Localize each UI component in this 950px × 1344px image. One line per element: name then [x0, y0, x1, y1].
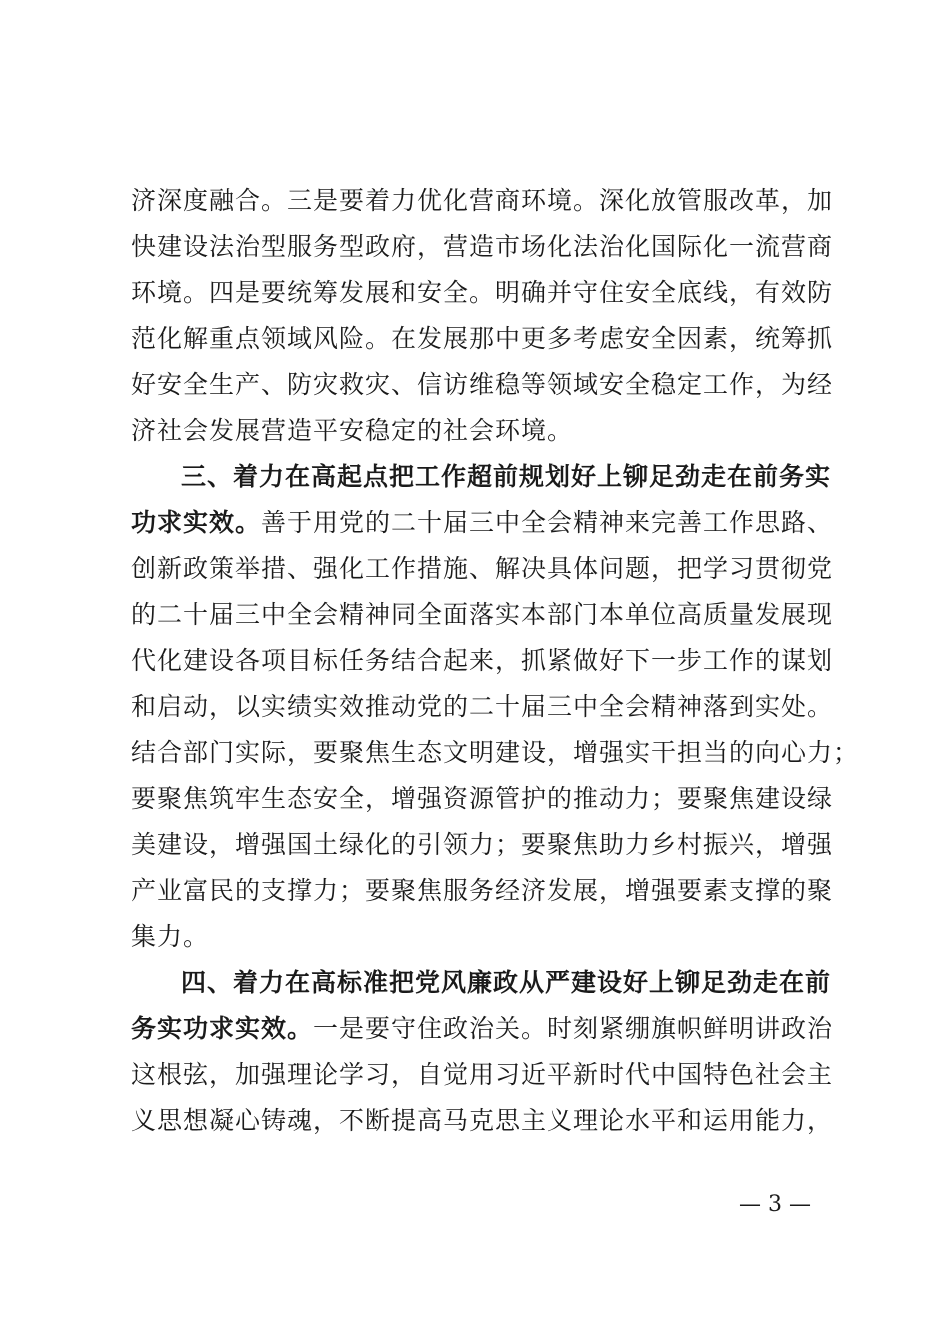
- body-text-line: 环境。四是要统筹发展和安全。明确并守住安全底线，有效防: [131, 278, 834, 307]
- body-text-line: 的二十届三中全会精神同全面落实本部门本单位高质量发展现: [131, 600, 834, 629]
- body-text-line: 这根弦，加强理论学习，自觉用习近平新时代中国特色社会主: [131, 1060, 834, 1089]
- body-text-fragment: 一是要守住政治关。时刻紧绷旗帜鲜明讲政治: [313, 1014, 834, 1043]
- body-text-fragment: 善于用党的二十届三中全会精神来完善工作思路、: [261, 508, 834, 537]
- body-text-line: [131, 1014, 834, 1044]
- body-text-line: 美建设，增强国土绿化的引领力；要聚焦助力乡村振兴，增强: [131, 830, 834, 859]
- body-text-line: [131, 508, 834, 538]
- body-text-line: 结合部门实际，要聚焦生态文明建设，增强实干担当的向心力；: [131, 738, 860, 767]
- section-heading: 三、着力在高起点把工作超前规划好上铆足劲走在前务实: [181, 462, 832, 491]
- section-heading-end: 功求实效。: [131, 508, 262, 537]
- body-text-line: 创新政策举措、强化工作措施、解决具体问题，把学习贯彻党: [131, 554, 834, 583]
- body-text-line: 济深度融合。三是要着力优化营商环境。深化放管服改革，加: [131, 186, 834, 215]
- body-text-line: 集力。: [131, 922, 210, 951]
- body-text-line: 代化建设各项目标任务结合起来，抓紧做好下一步工作的谋划: [131, 646, 834, 675]
- body-text-line: 快建设法治型服务型政府，营造市场化法治化国际化一流营商: [131, 232, 834, 261]
- body-text-line: 好安全生产、防灾救灾、信访维稳等领域安全稳定工作，为经: [131, 370, 834, 399]
- body-text-line: 范化解重点领域风险。在发展那中更多考虑安全因素，统筹抓: [131, 324, 834, 353]
- body-text-line: 产业富民的支撑力；要聚焦服务经济发展，增强要素支撑的聚: [131, 876, 834, 905]
- section-heading-end: 务实功求实效。: [131, 1014, 314, 1043]
- body-text-line: 义思想凝心铸魂，不断提高马克思主义理论水平和运用能力，: [131, 1106, 834, 1135]
- body-text-line: 和启动，以实绩实效推动党的二十届三中全会精神落到实处。: [131, 692, 834, 721]
- body-text-line: 济社会发展营造平安稳定的社会环境。: [131, 416, 574, 445]
- body-text-line: 要聚焦筑牢生态安全，增强资源管护的推动力；要聚焦建设绿: [131, 784, 834, 813]
- page-number: — 3 —: [739, 1192, 811, 1217]
- section-heading: 四、着力在高标准把党风廉政从严建设好上铆足劲走在前: [181, 968, 832, 997]
